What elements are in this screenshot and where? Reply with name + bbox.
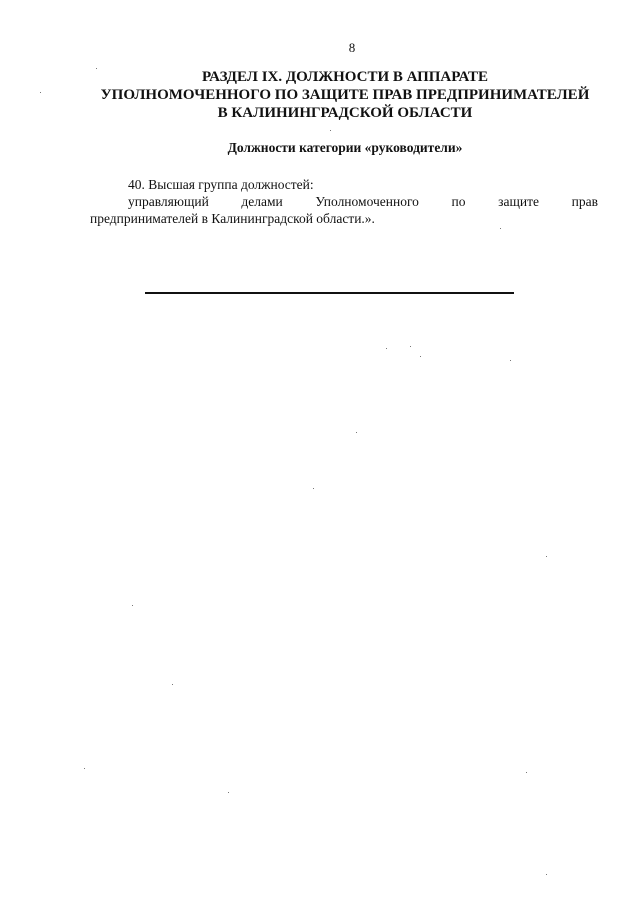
position-word: делами <box>241 194 283 209</box>
scan-speck <box>356 432 357 433</box>
scan-speck <box>132 605 133 606</box>
scan-speck <box>40 92 41 93</box>
scan-speck <box>420 356 421 357</box>
scan-speck <box>546 874 547 875</box>
position-word: защите <box>498 194 539 209</box>
closing-rule <box>145 292 514 294</box>
scan-speck <box>313 488 314 489</box>
scan-speck <box>96 68 97 69</box>
scan-speck <box>546 556 547 557</box>
position-word: Уполномоченного <box>315 194 419 209</box>
section-heading <box>80 68 610 122</box>
section-heading-line: УПОЛНОМОЧЕННОГО ПО ЗАЩИТЕ ПРАВ ПРЕДПРИНИМАТЕЛЕЙ <box>100 87 590 103</box>
scan-speck <box>386 348 387 349</box>
scan-speck <box>410 346 411 347</box>
position-text-line <box>90 193 598 210</box>
scan-speck <box>330 130 331 131</box>
section-heading-line: РАЗДЕЛ IX. ДОЛЖНОСТИ В АППАРАТЕ <box>201 69 489 85</box>
position-text-line: предпринимателей в Калининградской области.». <box>90 211 375 226</box>
section-heading-line: В КАЛИНИНГРАДСКОЙ ОБЛАСТИ <box>217 105 473 121</box>
scan-speck <box>500 228 501 229</box>
position-group-title: 40. Высшая группа должностей: <box>128 177 314 192</box>
scan-speck <box>228 792 229 793</box>
category-subheading: Должности категории «руководители» <box>227 140 463 155</box>
scan-speck <box>84 768 85 769</box>
page-number: 8 <box>348 40 356 55</box>
scan-speck <box>510 360 511 361</box>
position-word: прав <box>571 194 598 209</box>
position-item <box>90 176 598 227</box>
scan-speck <box>526 772 527 773</box>
position-word: по <box>451 194 466 209</box>
position-word: управляющий <box>128 194 209 209</box>
scan-speck <box>172 684 173 685</box>
